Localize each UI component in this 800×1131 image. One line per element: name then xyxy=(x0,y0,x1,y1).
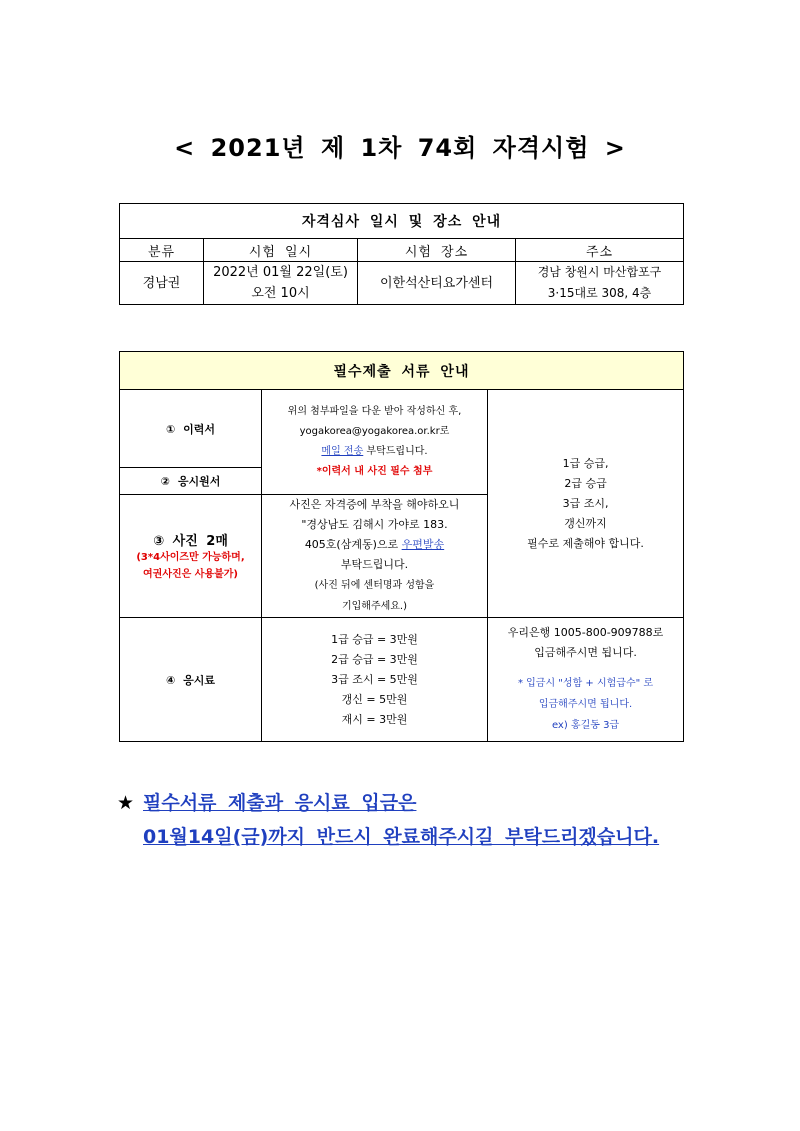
fee-item: 3급 조시 = 5만원 xyxy=(331,672,418,686)
photo-description xyxy=(262,495,488,618)
deadline-line: 01월14일(금)까지 반드시 완료해주시길 부탁드리겠습니다. xyxy=(143,826,660,848)
required-line: 필수로 제출해야 합니다. xyxy=(527,536,644,550)
photo-line: 부탁드립니다. xyxy=(340,558,409,571)
deadline-line: 필수서류 제출과 응시료 입금은 xyxy=(143,792,417,814)
column-header-date: 시험 일시 xyxy=(204,239,358,262)
resume-line: 부탁드립니다. xyxy=(363,446,428,457)
date-cell xyxy=(204,262,358,305)
email-address: yogakorea@yogakorea.or.kr로 xyxy=(299,426,450,437)
photo-size-note: (3*4사이즈만 가능하며, xyxy=(136,551,245,563)
deadline-notice xyxy=(117,786,659,854)
item-photo-cell xyxy=(120,495,262,618)
exam-schedule-table xyxy=(119,203,684,305)
fee-item: 갱신 = 5만원 xyxy=(341,692,408,706)
item-fee-label: ④ 응시료 xyxy=(120,618,262,742)
star-icon: ★ xyxy=(117,792,135,814)
item-resume-label: ① 이력서 xyxy=(120,390,262,468)
mail-send-link[interactable]: 메일 전송 xyxy=(321,446,364,457)
fee-item: 2급 승급 = 3만원 xyxy=(331,652,418,666)
fee-item: 1급 승급 = 3만원 xyxy=(331,632,418,646)
bank-note-example: ex) 홍길동 3급 xyxy=(551,720,620,731)
photo-line: 405호(삼계동)으로 xyxy=(304,538,402,551)
fee-list xyxy=(262,618,488,742)
table-row xyxy=(120,262,684,305)
photo-note: 기입해주세요.) xyxy=(341,601,408,612)
required-line: 1급 승급, xyxy=(562,456,609,470)
documents-heading: 필수제출 서류 안내 xyxy=(120,352,684,390)
bank-account: 우리은행 1005-800-909788로 xyxy=(507,626,664,639)
region-cell: 경남권 xyxy=(120,262,204,305)
required-line: 갱신까지 xyxy=(564,516,607,530)
postal-send-link[interactable]: 우편발송 xyxy=(401,538,445,551)
time-line: 오전 10시 xyxy=(251,286,310,301)
column-header-address: 주소 xyxy=(516,239,684,262)
date-line: 2022년 01월 22일(토) xyxy=(213,265,348,280)
resume-warning: *이력서 내 사진 필수 첨부 xyxy=(316,466,433,477)
address-line: 경남 창원시 마산합포구 xyxy=(537,265,662,279)
address-line: 3·15대로 308, 4층 xyxy=(547,286,652,300)
column-header-place: 시험 장소 xyxy=(358,239,516,262)
bank-line: 입금해주시면 됩니다. xyxy=(534,646,637,659)
address-cell xyxy=(516,262,684,305)
bank-note: * 입금시 "성함 + 시험급수" 로 xyxy=(517,678,654,689)
schedule-heading: 자격심사 일시 및 장소 안내 xyxy=(120,204,684,239)
column-header-category: 분류 xyxy=(120,239,204,262)
required-line: 3급 조시, xyxy=(562,496,609,510)
photo-line: 사진은 자격증에 부착을 해야하오니 xyxy=(289,498,460,511)
resume-description xyxy=(262,390,488,495)
item-application-label: ② 응시원서 xyxy=(120,468,262,495)
bank-info-cell xyxy=(488,618,684,742)
bank-note: 입금해주시면 됩니다. xyxy=(538,699,633,710)
place-cell: 이한석산티요가센터 xyxy=(358,262,516,305)
photo-size-note: 여권사진은 사용불가) xyxy=(143,568,238,580)
required-line: 2급 승급 xyxy=(564,476,607,490)
fee-item: 재시 = 3만원 xyxy=(341,712,408,726)
photo-line: "경상남도 김해시 가야로 183. xyxy=(301,518,448,531)
item-photo-label: ③ 사진 2매 xyxy=(153,533,228,549)
resume-line: 위의 첨부파일을 다운 받아 작성하신 후, xyxy=(287,406,462,417)
required-documents-table xyxy=(119,351,684,742)
page-title: < 2021년 제 1차 74회 자격시험 > xyxy=(174,134,626,162)
photo-note: (사진 뒤에 센터명과 성함을 xyxy=(314,580,435,591)
required-note-cell xyxy=(488,390,684,618)
